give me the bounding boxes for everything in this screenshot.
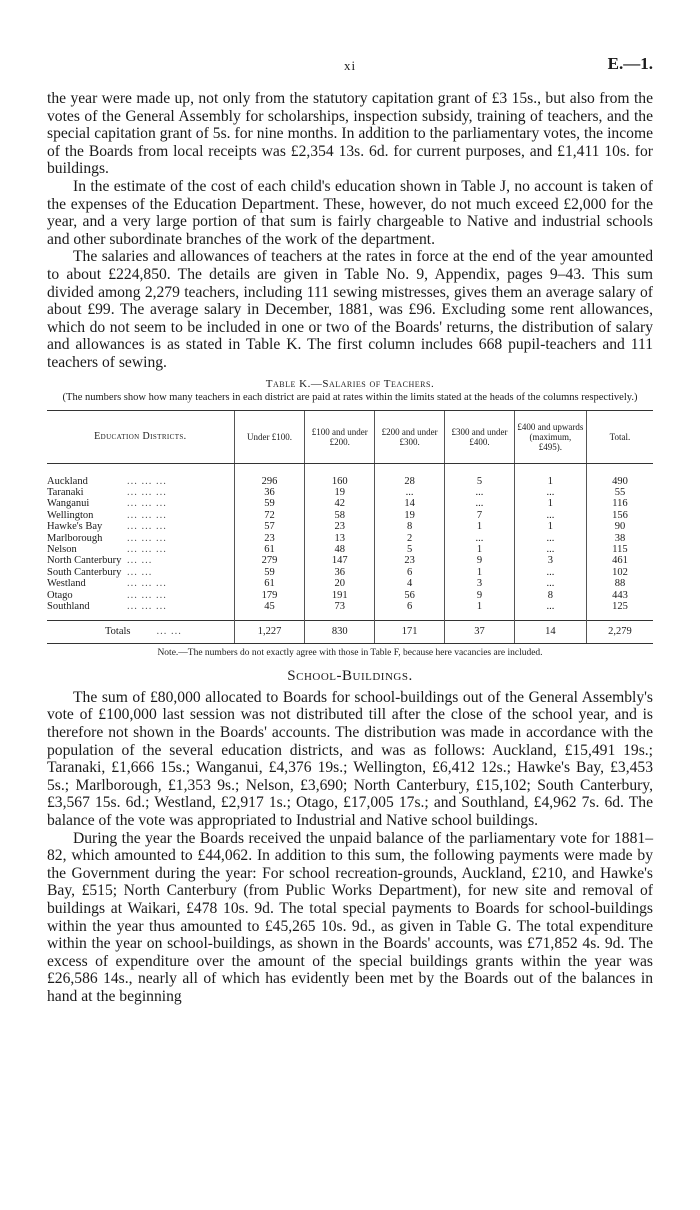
table-row — [47, 463, 653, 487]
col-header-district: Education Districts. — [47, 410, 234, 463]
paragraph: The sum of £80,000 allocated to Boards for school-buildings out of the General Assembly's vote of £100,000 last session was not distributed till after the close of the school year, and is therefore not shown in the Boards' accounts. The distribution was made in accordance with the population of the several education districts, and was as follows: Auckland, £15,491 19s.; Taranaki, £1,666 15s.; Wanganui, £4,376 19s.; Wellington, £6,412 12s.; Hawke's Bay, £3,453 5s.; Marlborough, £1,353 9s.; Nelson, £3,690; North Canterbury, £15,102; South Canterbury, £3,567 15s. 6d.; Westland, £2,917 1s.; Otago, £17,005 17s.; and Southland, £4,962 7s. 6d. The balance of the vote was appropriated to Industrial and Native school buildings. — [47, 688, 653, 829]
value-cell: 8 — [514, 590, 586, 601]
col-header-under-100: Under £100. — [234, 410, 305, 463]
value-cell: 9 — [445, 590, 515, 601]
paragraph: The salaries and allowances of teachers at the rates in force at the end of the year amounted to about £224,850. The details are given in Table No. 9, Appendix, pages 9–43. This sum divided among 2,279 teachers, including 111 sewing mistresses, gives them an average salary of about £99. The average salary in December, 1881, was £96. Excluding some rent allowances, which do not seem to be included in one or two of the Boards' returns, the distribution of salary and allowances is as stated in Table K. The first column includes 668 pupil-teachers and 111 teachers of sewing. — [47, 248, 653, 371]
district-cell — [47, 544, 234, 555]
value-cell: 1 — [445, 521, 515, 532]
value-cell: 147 — [305, 555, 375, 566]
totals-label-cell — [47, 621, 234, 643]
value-cell: 56 — [375, 590, 445, 601]
paragraph: During the year the Boards received the unpaid balance of the parliamentary vote for 1881–82, which amounted to £44,062. In addition to this sum, the following payments were made by the Government during the year: For school recreation-grounds, Auckland, £210, and Hawke's Bay, £515; North Canterbury (from Public Works Department), for new site and removal of buildings at Waikari, £478 10s. 9d. The total special payments to Boards for school-buildings within the year thus amounted to £45,265 10s. 9d., as given in Table G. The total expenditure within the year on school-buildings, as shown in the Boards' accounts, was £71,852 4s. 9d. The excess of expenditure over the amount of the special buildings grants within the year was £26,586 14s., nearly all of which has evidently been met by the Boards out of the balances in hand at the beginning — [47, 829, 653, 1005]
leader-dots: ... ... ... — [127, 486, 167, 498]
total-value-cell: 1,227 — [234, 621, 305, 643]
totals-row — [47, 621, 653, 643]
value-cell: 461 — [586, 555, 653, 566]
district-cell — [47, 487, 234, 498]
value-cell: 8 — [375, 521, 445, 532]
body-content — [47, 90, 653, 1005]
district-cell — [47, 533, 234, 544]
value-cell: 23 — [234, 533, 305, 544]
table-row — [47, 510, 653, 521]
value-cell: 125 — [586, 601, 653, 621]
leader-dots: ... ... ... — [127, 521, 167, 533]
value-cell: 115 — [586, 544, 653, 555]
value-cell: 13 — [305, 533, 375, 544]
district-name: Taranaki — [47, 486, 84, 498]
value-cell: 19 — [305, 487, 375, 498]
leader-dots: ... ... ... — [127, 600, 167, 612]
leader-dots: ... ... — [156, 626, 182, 638]
value-cell: 23 — [305, 521, 375, 532]
district-cell — [47, 498, 234, 509]
value-cell: 191 — [305, 590, 375, 601]
value-cell: ... — [514, 544, 586, 555]
district-name: Wellington — [47, 509, 94, 521]
value-cell: 36 — [234, 487, 305, 498]
value-cell: 296 — [234, 463, 305, 487]
value-cell: 4 — [375, 578, 445, 589]
value-cell: 5 — [445, 463, 515, 487]
value-cell: 42 — [305, 498, 375, 509]
district-name: Westland — [47, 578, 86, 590]
value-cell: ... — [445, 498, 515, 509]
value-cell: 3 — [514, 555, 586, 566]
value-cell: 156 — [586, 510, 653, 521]
value-cell: ... — [514, 567, 586, 578]
value-cell: ... — [445, 533, 515, 544]
district-name: South Canterbury — [47, 566, 122, 578]
value-cell: ... — [375, 487, 445, 498]
value-cell: 443 — [586, 590, 653, 601]
value-cell: 6 — [375, 601, 445, 621]
value-cell: ... — [514, 487, 586, 498]
district-name: Wanganui — [47, 498, 90, 510]
district-name: Otago — [47, 589, 73, 601]
col-header-total: Total. — [586, 410, 653, 463]
table-row — [47, 578, 653, 589]
leader-dots: ... ... — [127, 555, 153, 567]
district-cell — [47, 510, 234, 521]
leader-dots: ... ... ... — [127, 589, 167, 601]
value-cell: 279 — [234, 555, 305, 566]
value-cell: ... — [445, 487, 515, 498]
value-cell: 5 — [375, 544, 445, 555]
total-value-cell: 2,279 — [586, 621, 653, 643]
paragraph: In the estimate of the cost of each child's education shown in Table J, no account is taken of the expenses of the Education Department. These, however, do not much exceed £2,000 for the year, and a very large portion of that sum is fairly chargeable to Native and industrial schools and other subordinate branches of the work of the department. — [47, 177, 653, 248]
value-cell: ... — [514, 533, 586, 544]
value-cell: 1 — [514, 463, 586, 487]
total-value-cell: 830 — [305, 621, 375, 643]
leader-dots: ... ... ... — [127, 543, 167, 555]
value-cell: 19 — [375, 510, 445, 521]
value-cell: 36 — [305, 567, 375, 578]
value-cell: 20 — [305, 578, 375, 589]
value-cell: 48 — [305, 544, 375, 555]
value-cell: ... — [514, 578, 586, 589]
col-header-300-400: £300 and under £400. — [445, 410, 515, 463]
district-cell — [47, 601, 234, 621]
value-cell: 73 — [305, 601, 375, 621]
district-name: Nelson — [47, 543, 77, 555]
value-cell: 1 — [445, 544, 515, 555]
district-cell — [47, 521, 234, 532]
value-cell: 57 — [234, 521, 305, 532]
page-number: xi — [343, 58, 357, 73]
leader-dots: ... ... ... — [127, 509, 167, 521]
col-header-400-up: £400 and upwards (maximum, £495). — [514, 410, 586, 463]
value-cell: 14 — [375, 498, 445, 509]
leader-dots: ... ... ... — [127, 578, 167, 590]
district-cell — [47, 578, 234, 589]
value-cell: 179 — [234, 590, 305, 601]
value-cell: 102 — [586, 567, 653, 578]
district-name: North Canterbury — [47, 555, 122, 567]
value-cell: 1 — [445, 601, 515, 621]
district-cell — [47, 590, 234, 601]
value-cell: 90 — [586, 521, 653, 532]
table-subtitle: (The numbers show how many teachers in each district are paid at rates within the limits stated at the heads of the columns respectively.) — [62, 391, 638, 403]
value-cell: 1 — [514, 498, 586, 509]
value-cell: 3 — [445, 578, 515, 589]
total-value-cell: 14 — [514, 621, 586, 643]
table-row — [47, 498, 653, 509]
value-cell: 1 — [445, 567, 515, 578]
table-row — [47, 567, 653, 578]
table-row — [47, 590, 653, 601]
district-name: Southland — [47, 600, 90, 612]
table-row — [47, 555, 653, 566]
paragraph: the year were made up, not only from the statutory capitation grant of £3 15s., but also from the votes of the General Assembly for scholarships, inspection subsidy, training of teachers, and the special capitation grant of 5s. for nine months. In addition to the parliamentary votes, the income of the Boards from local receipts was £2,354 13s. 6d. for current purposes, and £1,411 10s. for buildings. — [47, 90, 653, 178]
value-cell: 59 — [234, 498, 305, 509]
value-cell: 7 — [445, 510, 515, 521]
total-value-cell: 171 — [375, 621, 445, 643]
table-note: Note.—The numbers do not exactly agree with those in Table F, because here vacancies are included. — [157, 647, 543, 658]
table-title: Table K.—Salaries of Teachers. — [265, 377, 435, 390]
value-cell: 23 — [375, 555, 445, 566]
salaries-table — [47, 410, 653, 644]
value-cell: ... — [514, 510, 586, 521]
value-cell: 45 — [234, 601, 305, 621]
value-cell: ... — [514, 601, 586, 621]
table-row — [47, 533, 653, 544]
leader-dots: ... ... — [127, 566, 153, 578]
totals-label: Totals — [105, 626, 131, 638]
value-cell: 490 — [586, 463, 653, 487]
value-cell: 59 — [234, 567, 305, 578]
leader-dots: ... ... ... — [127, 532, 167, 544]
document-reference: E.—1. — [607, 54, 653, 73]
value-cell: 116 — [586, 498, 653, 509]
leader-dots: ... ... ... — [127, 498, 167, 510]
table-row — [47, 487, 653, 498]
table-header-row — [47, 410, 653, 463]
value-cell: 88 — [586, 578, 653, 589]
value-cell: 55 — [586, 487, 653, 498]
value-cell: 58 — [305, 510, 375, 521]
value-cell: 2 — [375, 533, 445, 544]
leader-dots: ... ... ... — [127, 475, 167, 487]
value-cell: 61 — [234, 544, 305, 555]
col-header-200-300: £200 and under £300. — [375, 410, 445, 463]
total-value-cell: 37 — [445, 621, 515, 643]
district-cell — [47, 567, 234, 578]
section-heading: School-Buildings. — [287, 667, 413, 684]
table-row — [47, 544, 653, 555]
value-cell: 28 — [375, 463, 445, 487]
table-row — [47, 521, 653, 532]
district-cell — [47, 555, 234, 566]
table-row — [47, 601, 653, 621]
value-cell: 160 — [305, 463, 375, 487]
district-name: Hawke's Bay — [47, 521, 103, 533]
value-cell: 6 — [375, 567, 445, 578]
value-cell: 1 — [514, 521, 586, 532]
value-cell: 72 — [234, 510, 305, 521]
col-header-100-200: £100 and under £200. — [305, 410, 375, 463]
district-cell — [47, 463, 234, 487]
district-name: Marlborough — [47, 532, 103, 544]
district-name: Auckland — [47, 475, 88, 487]
value-cell: 38 — [586, 533, 653, 544]
value-cell: 9 — [445, 555, 515, 566]
value-cell: 61 — [234, 578, 305, 589]
